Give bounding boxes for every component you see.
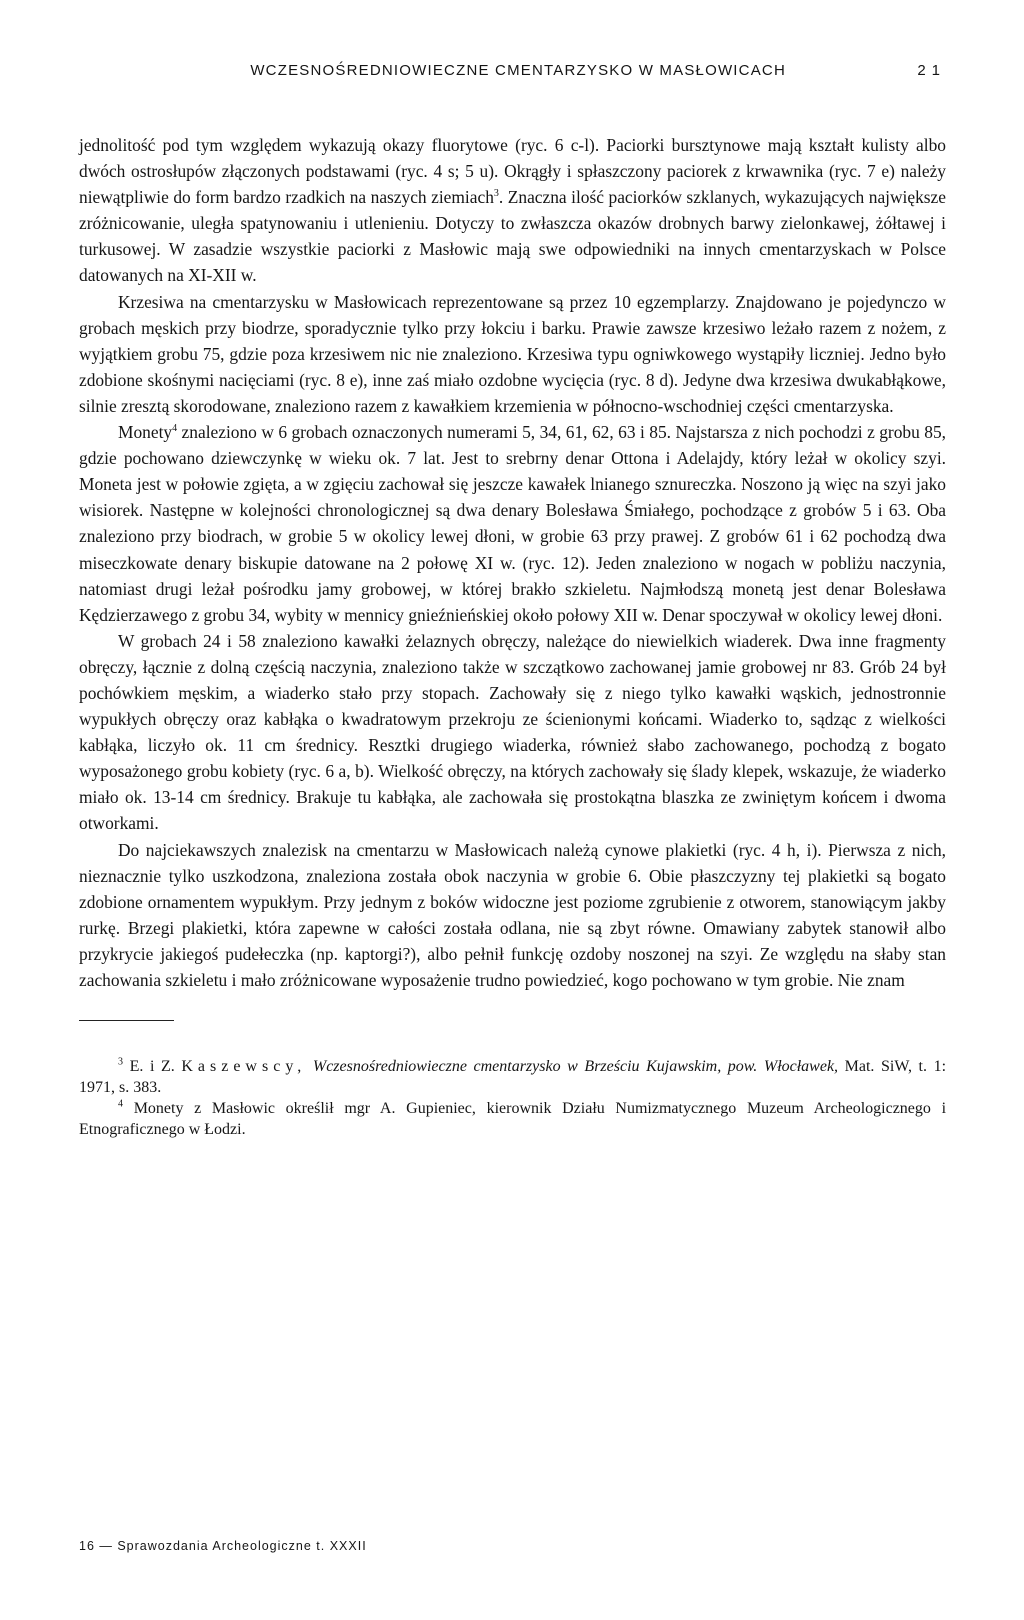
footnote-number: 4 bbox=[118, 1098, 123, 1110]
paragraph-plaques: Do najciekawszych znalezisk na cmentarzu w Masłowicach należą cynowe plakietki (ryc. 4 h, i). Pierwsza z nich, nieznacznie tylko uszkodzona, znaleziona została obok naczynia w grobie 6. Obie płaszczyzny tej plakietki są bogato zdobione ornamentem wypukłym. Przy jednym z boków widoczne jest poziome zgrubienie z otworem, stanowiącym jakby rurkę. Brzegi plakietki, która zapewne w całości została odlana, nie są zbyt równe. Omawiany zabytek stanowił albo przykrycie jakiegoś pudełeczka (np. kaptorgi?), albo pełnił funkcję ozdoby noszonej na szyi. Ze względu na słaby stan zachowania szkieletu i mało zróżnicowane wyposażenie trudno powiedzieć, kogo pochowano w tym grobie. Nie znam bbox=[79, 839, 946, 990]
paragraph-buckets: W grobach 24 i 58 znaleziono kawałki żelaznych obręczy, należące do niewielkich wiaderek. Dwa inne fragmenty obręczy, łącznie z dolną częścią naczynia, znaleziono także w szczątkowo zachowanej jamie grobowej nr 83. Grób 24 był pochówkiem męskim, a wiaderko stało przy stopach. Zachowały się z niego tylko kawałki wąskich, jednostronnie wypukłych obręczy oraz kabłąka o kwadratowym przekroju ze ścienionymi końcami. Wiaderko to, sądząc z wielkości kabłąka, liczyło ok. 11 cm średnicy. Resztki drugiego wiaderka, również słabo zachowanego, pochodzą z bogato wyposażonego grobu kobiety (ryc. 6 a, b). Wielkość obręczy, na których zachowały się ślady klepek, wskazuje, że wiaderko miało ok. 13-14 cm średnicy. Brakuje tu kabłąka, ale zachowała się prostokątna blaszka ze zwiniętym końcem i dwoma otworkami. bbox=[79, 630, 946, 834]
footnote-author: Kaszewscy, bbox=[181, 1058, 307, 1076]
footnote-ref-4: 4 bbox=[172, 423, 178, 435]
footnote-work-title: Wczesnośredniowieczne cmentarzysko w Brześciu Kujawskim, pow. Włocławek, bbox=[312, 1058, 839, 1076]
footnote-4: $^4$ Monety z Masłowic określił mgr A. Gupieniec, kierownik Działu Numizmatycznego Muzeum Archeologicznego i Etnograficznego w Łodzi. bbox=[79, 1098, 947, 1139]
footnote-3: $^3$ E. i Z. Kaszewscy, Wczesnośredniowieczne cmentarzysko w Brześciu Kujawskim, pow. Włocławek, Mat. SiW, t. 1: 1971, s. 383. bbox=[79, 1056, 947, 1097]
page-number: 21 bbox=[917, 62, 946, 79]
footnote-rule bbox=[79, 1020, 174, 1021]
footnote-ref-3: 3 bbox=[493, 188, 499, 200]
signature-line: 16 — Sprawozdania Archeologiczne t. XXXII bbox=[79, 1539, 367, 1553]
paragraph-firesteels: Krzesiwa na cmentarzysku w Masłowicach reprezentowane są przez 10 egzemplarzy. Znajdowano je pojedynczo w grobach męskich przy biodrze, sporadycznie tylko przy łokciu i barku. Prawie zawsze krzesiwo leżało razem z nożem, z wyjątkiem grobu 75, gdzie poza krzesiwem nic nie znaleziono. Krzesiwa typu ogniwkowego wystąpiły liczniej. Jedno było zdobione skośnymi nacięciami (ryc. 8 e), inne zaś miało ozdobne wycięcia (ryc. 8 d). Jedyne dwa krzesiwa dwukabłąkowe, silnie zresztą skorodowane, znaleziono razem z kawałkiem krzemienia w północno-wschodniej części cmentarzyska. bbox=[79, 291, 946, 416]
footnote-number: 3 bbox=[118, 1056, 123, 1068]
running-head bbox=[79, 62, 946, 96]
page bbox=[79, 62, 946, 1140]
running-title: WCZESNOŚREDNIOWIECZNE CMENTARZYSKO W MASŁOWICACH bbox=[250, 62, 786, 79]
body-text bbox=[79, 132, 946, 993]
footnotes bbox=[79, 1056, 946, 1140]
paragraph-coins: Monety$^4$ znaleziono w 6 grobach oznaczonych numerami 5, 34, 61, 62, 63 i 85. Najstarsza z nich pochodzi z grobu 85, gdzie pochowano dziewczynkę w wieku ok. 7 lat. Jest to srebrny denar Ottona i Adelajdy, który leżał w okolicy szyi. Moneta jest w połowie zgięta, a w zgięciu zachował się jeszcze kawałek lnianego sznureczka. Noszono ją więc na szyi jako wisiorek. Następne w kolejności chronologicznej są dwa denary Bolesława Śmiałego, pochodzące z grobów 5 i 63. Oba znaleziono przy biodrach, w grobie 5 w okolicy lewej dłoni, w grobie 63 przy prawej. Z grobów 61 i 62 pochodzą dwa miseczkowate denary biskupie datowane na 2 połowę XI w. (ryc. 12). Jeden znaleziono w nogach w pobliżu naczynia, natomiast drugi leżał pośrodku jamy grobowej, w której brakło szkieletu. Najmłodszą monetą jest denar Bolesława Kędzierzawego z grobu 34, wybity w mennicy gnieźnieńskiej około połowy XII w. Denar spoczywał w okolicy lewej dłoni. bbox=[79, 422, 946, 625]
paragraph-beads: jednolitość pod tym względem wykazują okazy fluorytowe (ryc. 6 c-l). Paciorki bursztynowe mają kształt kulisty albo dwóch ostrosłupów złączonych podstawami (ryc. 4 s; 5 u). Okrągły i spłaszczony paciorek z krwawnika (ryc. 7 e) należy niewątpliwie do form bardzo rzadkich na naszych ziemiach$^3$. Znaczna ilość paciorków szklanych, wykazujących największe zróżnicowanie, uległa spatynowaniu i utlenieniu. Dotyczy to zwłaszcza okazów drobnych barwy zielonkawej, żółtawej i turkusowej. W zasadzie wszystkie paciorki z Masłowic mają swe odpowiedniki na innych cmentarzyskach w Polsce datowanych na XI-XII w. bbox=[79, 135, 946, 286]
